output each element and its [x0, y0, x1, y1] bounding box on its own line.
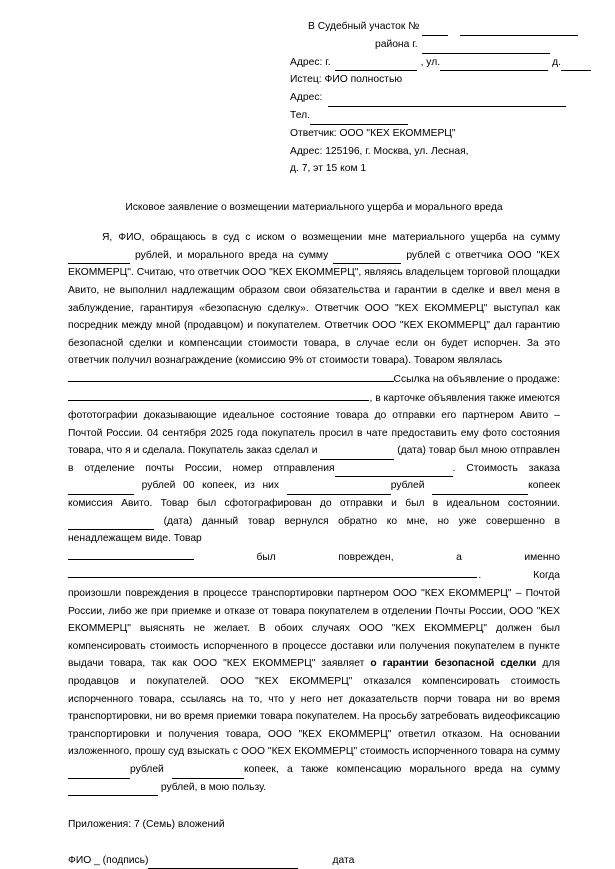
liability-text-e: рублей, в мою пользу. [158, 781, 267, 793]
safe-deal-guarantee-bold: о гарантии безопасной сделки [370, 658, 537, 670]
material-damage-amount-blank [68, 252, 130, 264]
shipment-text-g: (дата) данный товар вернулся обратно ко мне, но уже совершенно в ненадлежащем виде. Товар [68, 515, 560, 545]
damage-word-damaged: поврежден, [338, 551, 394, 563]
shipment-text-f: копеек комиссия Авито. Товар был сфотографирован до отправки и был в идеальном состоянии. [68, 480, 560, 510]
header-court-label: В Судебный участок № [308, 21, 423, 32]
moral-damage-amount-blank [333, 252, 401, 264]
signature-line [68, 852, 560, 869]
listing-card-blank [68, 389, 369, 401]
listing-link-label: Ссылка на объявление о продаже: [393, 373, 560, 385]
damage-word-when: Когда [533, 570, 560, 582]
return-date-blank [68, 518, 154, 530]
liability-text-c: рублей [130, 763, 173, 775]
commission-rub-blank [287, 483, 391, 495]
shipment-text-a: фототографии доказывающие идеальное состояние товара до отправки его партнером Авито – Почтой России. 04 сентября 2025 года покупатель просил в чате предоставить ему фото состояния товара, что я и сделала. Покупатель заказ сделал и [68, 410, 560, 457]
phone-blank [310, 113, 408, 125]
liability-text-b: для продавцов и покупателей. ООО "КЕХ ЕКОММЕРЦ" отказался компенсировать стоимость испорченного товара, ссылаясь на то, что у него нет доказательств порчи товара ни во время транспортировки, ни во время приемки товара покупателем. На просьбу затребовать видеофиксацию транспортировки и получения товара, ООО "КЕХ ЕКОММЕРЦ" ответил отказом. На основании изложенного, прошу суд взыскать с ООО "КЕХ ЕКОММЕРЦ" стоимость испорченного товара на сумму [68, 658, 561, 758]
shipment-text-b: (дата) товар был мною отправлен в отделение почты России, номер отправления [68, 445, 560, 474]
court-name-blank [460, 24, 578, 36]
plaintiff-street-label: , ул. [420, 56, 441, 68]
claim-intro-text-a: Я, ФИО, обращаюсь в суд с иском о возмещении мне материального ущерба на сумму [102, 232, 560, 244]
plaintiff-street-blank [440, 59, 548, 71]
damage-word-was: был [256, 551, 276, 563]
shipment-text-d: рублей 00 копеек, из них [134, 480, 287, 492]
order-date-blank [320, 448, 394, 460]
damage-detail-blank [68, 566, 477, 578]
header-line-defendant-address-2: д. 7, эт 15 ком 1 [290, 163, 367, 175]
claim-intro-text-b: рублей, и морального вреда на сумму [130, 249, 334, 261]
header-district-label: района г. [375, 38, 418, 50]
line-listing-card [68, 389, 560, 408]
shipment-text-c: . Стоимость заказа [452, 462, 560, 474]
header-line-plaintiff-address [290, 54, 585, 72]
phone-label: Тел. [290, 109, 310, 121]
paragraph-liability [68, 585, 560, 796]
moral-sum-blank [68, 784, 158, 796]
liability-text-a: произошли повреждения в процессе транспортировки партнером ООО "КЕХ ЕКОММЕРЦ" – Почтой России, либо же при приемке и отказе от товара покупателем в отделении Почты России, ООО "КЕХ ЕКОММЕРЦ" выяснять не желает. В обоих случаях ООО "КЕХ ЕКОММЕРЦ" должен был компенсировать стоимость испорченного в процессе доставки или получения покупателем в пункте выдачи товара, так как ООО "КЕХ ЕКОММЕРЦ" заявляет [68, 588, 560, 670]
line-listing-link [68, 370, 560, 389]
header-line-plaintiff-name: Истец: ФИО полностью [290, 74, 403, 86]
claim-intro-text-c: рублей с ответчика ООО "КЕХ ЕКОММЕРЦ". Считаю, что ответчик ООО "КЕХ ЕКОММЕРЦ", являясь владельцем торговой площадки Авито, не выполнил надлежащим образом свои обязательства и гарантии в сделке и ввел меня в заблуждение, гарантируя «безопасную сделку». Ответчик ООО "КЕХ ЕКОММЕРЦ" выступал как посредник между мной (продавцом) и покупателем. Ответчик ООО "КЕХ ЕКОММЕРЦ" дал гарантию безопасной сделки и компенсации стоимости товара, в случае если он будет испорчен. За это ответчик получил вознаграждение (комиссию 9% от стоимости товара). Товаром являлась [68, 249, 560, 367]
line-damage-description-2 [68, 566, 560, 585]
address-blank [328, 95, 566, 107]
order-cost-blank [68, 483, 134, 495]
plaintiff-city-blank [335, 59, 417, 71]
liability-text-d: копеек, а также компенсацию морального вреда на сумму [244, 763, 560, 775]
plaintiff-house-label: д. [552, 56, 561, 68]
document-body [68, 229, 560, 796]
listing-link-blank [68, 370, 394, 382]
court-address-header [290, 18, 585, 178]
line-damage-description-1 [68, 548, 560, 567]
document-title: Исковое заявление о возмещении материального ущерба и морального вреда [125, 202, 503, 214]
damage-word-namely: именно [524, 551, 560, 563]
header-line-address [290, 89, 585, 107]
court-number-blank [422, 24, 448, 36]
header-line-court [290, 18, 585, 36]
header-line-phone [290, 107, 585, 125]
header-line-district [290, 36, 585, 54]
listing-card-label: , в карточке объявления также имеются [369, 392, 560, 404]
header-line-defendant-address: Адрес: 125196, г. Москва, ул. Лесная, [290, 145, 469, 157]
goods-cost-blank [68, 767, 130, 779]
signature-label: ФИО _ (подпись) [68, 854, 149, 866]
signature-blank [148, 857, 298, 869]
damaged-item-blank [68, 548, 194, 560]
address-label: Адрес: [290, 92, 323, 104]
commission-kop-blank [432, 483, 528, 495]
plaintiff-house-blank [561, 59, 591, 71]
paragraph-claim-intro [68, 229, 560, 370]
damage-word-and: а [456, 551, 462, 563]
paragraph-shipment [68, 407, 560, 548]
plaintiff-city-label: Адрес: г. [290, 56, 331, 68]
district-blank [422, 42, 550, 54]
goods-kop-blank [172, 767, 244, 779]
header-line-defendant: Ответчик: ООО "КЕХ ЕКОММЕРЦ" [290, 127, 456, 139]
tracking-number-blank [335, 465, 453, 477]
attachments-line: Приложения: 7 (Семь) вложений [68, 819, 225, 831]
shipment-text-e: рублей [390, 480, 433, 492]
damage-period: . [478, 570, 482, 582]
date-label: дата [332, 854, 355, 866]
